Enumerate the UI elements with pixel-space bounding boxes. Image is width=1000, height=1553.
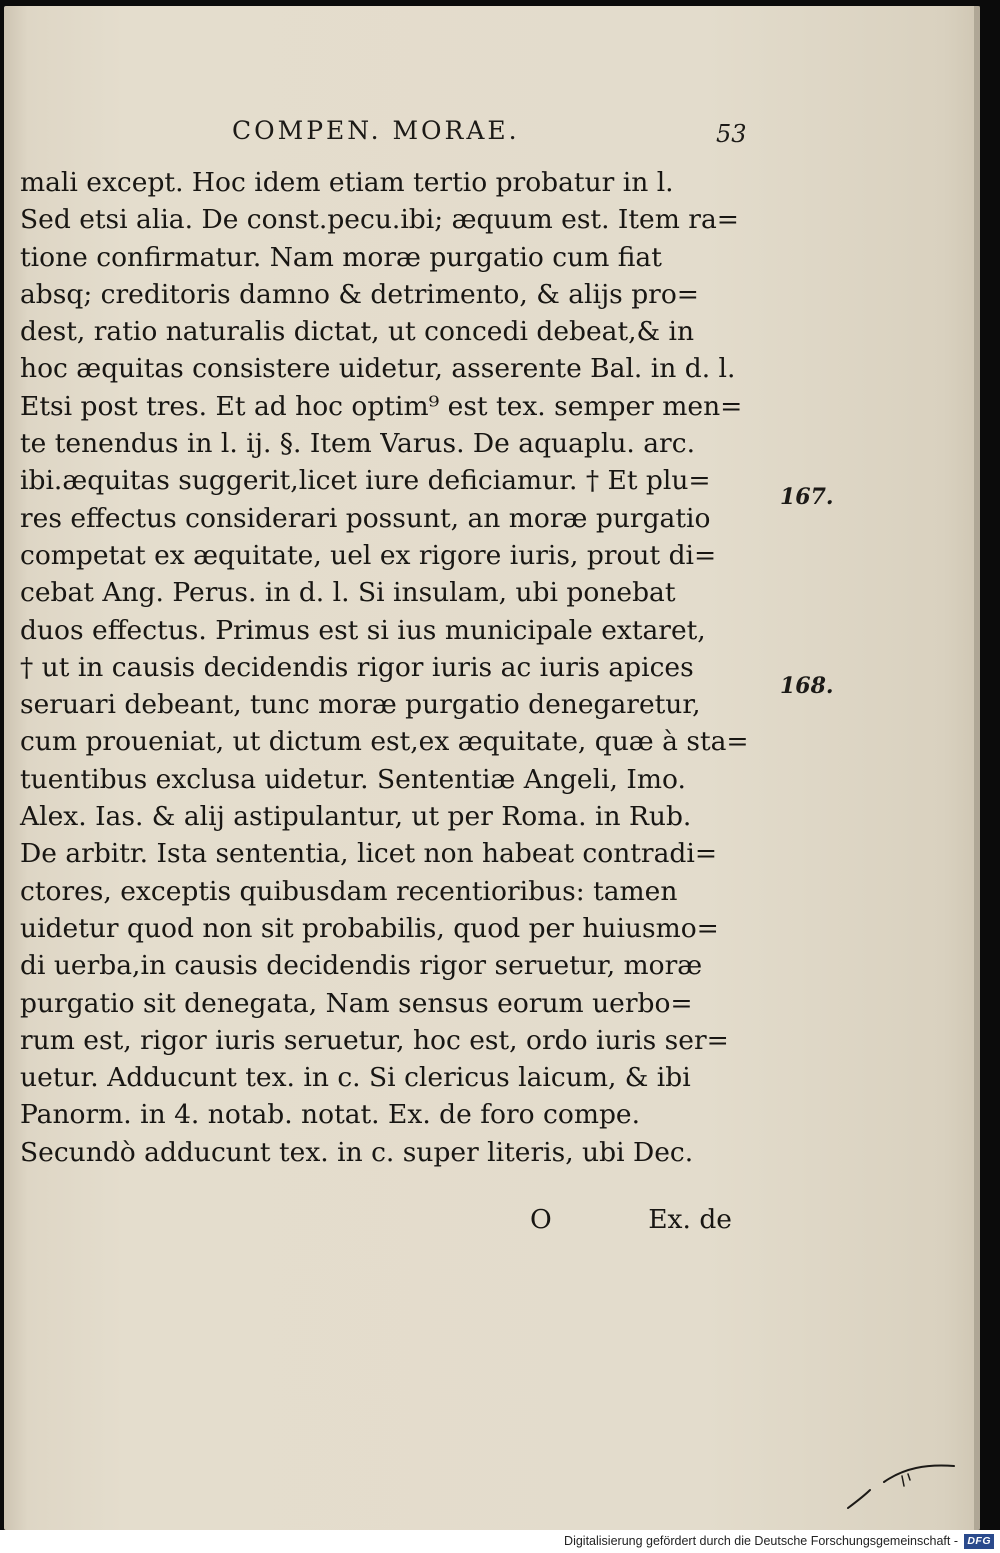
text-line: uetur. Adducunt tex. in c. Si clericus laicum, & ibi [20,1062,691,1094]
text-line: † ut in causis decidendis rigor iuris ac iuris apices [20,651,694,683]
text-line: seruari debeant, tunc moræ purgatio denegaretur, [20,689,701,721]
text-line: tione confirmatur. Nam moræ purgatio cum fiat [20,241,662,273]
text-line: uidetur quod non sit probabilis, quod per huiusmo= [20,912,719,944]
text-line: mali except. Hoc idem etiam tertio probatur in l. [20,167,674,198]
text-line: cum proueniat, ut dictum est,ex æquitate, quæ à sta= [20,726,749,758]
text-line: De arbitr. Ista sententia, licet non habeat contradi= [20,838,718,870]
text-line: cebat Ang. Perus. in d. l. Si insulam, ubi ponebat [20,577,676,609]
running-title: COMPEN. MORAE. [232,116,520,145]
main-text-block [20,164,749,1171]
page-edge-shadow [974,6,980,1530]
text-line: Alex. Ias. & alij astipulantur, ut per Roma. in Rub. [20,801,692,833]
footer-bar [0,1530,1000,1553]
catchword-line [20,1204,732,1244]
margin-note-168: 168. [780,673,834,699]
signature-mark: O [530,1204,552,1235]
catchword: Ex. de [648,1204,732,1235]
text-line: duos effectus. Primus est si ius municipale extaret, [20,614,706,646]
text-line: competat ex æquitate, uel ex rigore iuris, prout di= [20,539,717,571]
text-line: dest, ratio naturalis dictat, ut concedi debeat,& in [20,316,695,348]
text-line: Sed etsi alia. De const.pecu.ibi; æquum est. Item ra= [20,204,739,236]
text-line: hoc æquitas consistere uidetur, asserente Bal. in d. l. [20,353,736,385]
text-line: Panorm. in 4. notab. notat. Ex. de foro compe. [20,1099,641,1131]
text-line: di uerba,in causis decidendis rigor seruetur, moræ [20,950,703,982]
text-line: res effectus considerari possunt, an moræ purgatio [20,502,711,534]
ink-stroke-mark [844,1446,964,1516]
text-line: Etsi post tres. Et ad hoc optim⁹ est tex. semper men= [20,390,743,422]
text-line: purgatio sit denegata, Nam sensus eorum uerbo= [20,987,693,1019]
text-line: ibi.æquitas suggerit,licet iure deficiamur. † Et plu= [20,465,711,497]
margin-note-167: 167. [780,484,834,510]
book-page [4,6,980,1530]
text-line: ctores, exceptis quibusdam recentioribus: tamen [20,875,678,907]
text-line: rum est, rigor iuris seruetur, hoc est, ordo iuris ser= [20,1024,729,1056]
dfg-logo: DFG [964,1534,994,1549]
text-line: te tenendus in l. ij. §. Item Varus. De aquaplu. arc. [20,428,695,460]
text-line: tuentibus exclusa uidetur. Sententiæ Angeli, Imo. [20,763,686,795]
funding-credit: Digitalisierung gefördert durch die Deutsche Forschungsgemeinschaft - [564,1534,958,1548]
page-number: 53 [716,120,747,148]
text-line: Secundò adducunt tex. in c. super literis, ubi Dec. [20,1136,694,1168]
text-line: absq; creditoris damno & detrimento, & alijs pro= [20,278,699,310]
